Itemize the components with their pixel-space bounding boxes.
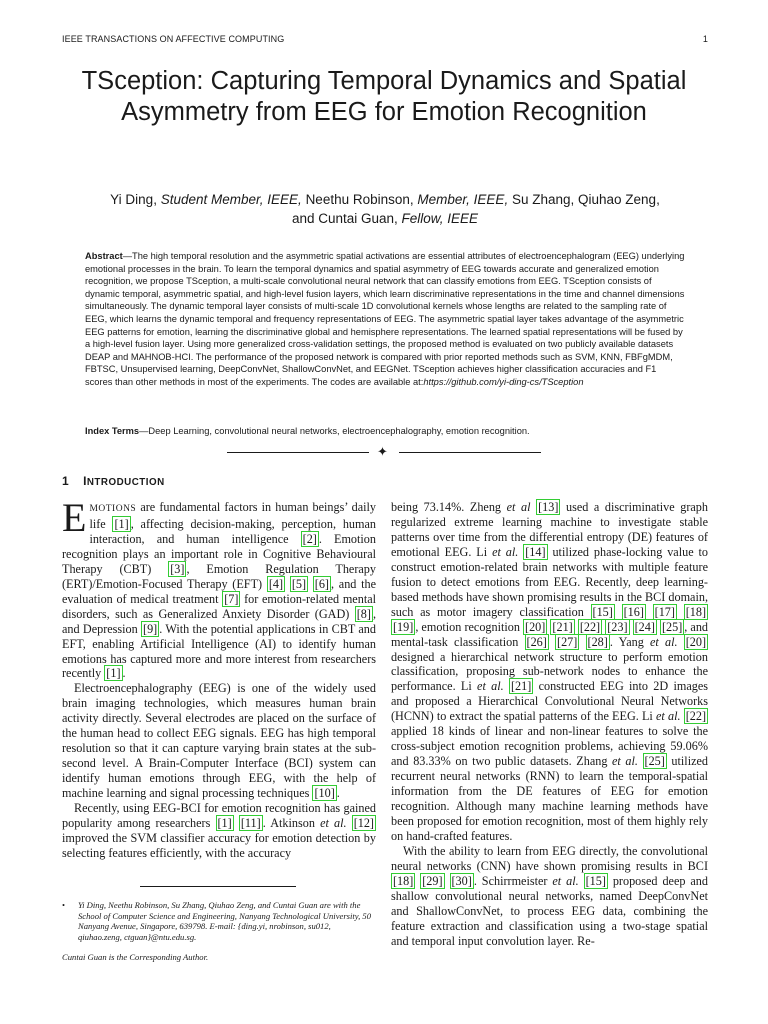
text-run: . With the potential applications in CBT and EFT, enabling Artificial Intelligence (AI) to identify human emotions has captured more and more interest from researchers recently <box>62 621 376 681</box>
citation-link[interactable]: [6] <box>314 576 329 591</box>
citation-link[interactable]: [22] <box>579 619 601 634</box>
text-run: Recently, using EEG-BCI for emotion recognition has gained popularity among researchers <box>62 801 376 831</box>
citation-link[interactable]: [21] <box>510 679 532 694</box>
page-number: 1 <box>702 34 708 44</box>
section-title-rest: NTRODUCTION <box>86 477 165 488</box>
citation-link[interactable]: [19] <box>393 619 414 634</box>
author-1: Yi Ding, <box>110 192 157 207</box>
text-run <box>646 605 653 619</box>
et-al: et al. <box>552 873 579 888</box>
et-al: et al. <box>656 709 681 724</box>
text-run: proposed deep and shallow convolutional neural networks, named DeepConvNet and ShallowConvNet, to process EEG data, combining the feature extraction and classification using a two-stage spatial and temporal input convolution layer. Re- <box>391 873 708 948</box>
text-run: Electroencephalography (EEG) is one of the widely used brain imaging technologies, which measures human brain activity directly. Several electrodes are placed on the surface of the human head to collect EEG signals. EEG has high temporal resolution so that it can capture varying brain states at the sub-second level. A Brain-Computer Interface (BCI) system can identify human emotions through EEG, with the help of machine learning and signal processing techniques <box>62 681 376 801</box>
citation-link[interactable]: [2] <box>302 531 317 546</box>
citation-link[interactable]: [18] <box>685 604 707 619</box>
text-run: . Emotion recognition plays an important role in Cognitive Behavioural Therapy (CBT) <box>62 531 376 576</box>
separator-line-right <box>399 452 541 453</box>
citation-link[interactable]: [15] <box>585 873 606 888</box>
author-2-role: Member, IEEE, <box>417 192 509 207</box>
text-run <box>445 874 450 888</box>
citation-link[interactable]: [28] <box>587 634 608 649</box>
citation-link[interactable]: [20] <box>525 619 546 634</box>
paragraph <box>391 500 708 844</box>
text-run <box>579 874 584 888</box>
text-run: , Emotion Regulation Therapy (ERT)/Emotion-Focused Therapy (EFT) <box>62 561 376 591</box>
citation-link[interactable]: [7] <box>224 591 239 606</box>
section-heading <box>62 474 165 488</box>
text-run: , affecting decision-making, perception, human interaction, and human intelligence <box>89 516 376 546</box>
text-run: . <box>336 786 340 801</box>
author-4-role: Fellow, IEEE <box>401 211 479 226</box>
drop-cap: E <box>62 495 87 540</box>
citation-link[interactable]: [11] <box>240 816 261 831</box>
citation-link[interactable]: [25] <box>661 619 683 634</box>
citation-link[interactable]: [17] <box>654 604 675 619</box>
abstract <box>85 250 685 389</box>
et-al: et al. <box>492 544 519 559</box>
citation-link[interactable]: [29] <box>422 873 443 888</box>
paragraph <box>62 801 376 861</box>
text-run <box>678 635 684 649</box>
paper-title: TSception: Capturing Temporal Dynamics and Spatial Asymmetry from EEG for Emotion Recognition <box>81 67 687 126</box>
right-column <box>391 500 708 949</box>
code-url-link[interactable]: https://github.com/yi-ding-cs/TSception <box>423 376 584 387</box>
separator-diamond-icon: ✦ <box>377 445 388 460</box>
citation-link[interactable]: [30] <box>451 873 472 888</box>
text-run: . Atkinson <box>262 816 321 831</box>
citation-link[interactable]: [14] <box>525 544 546 559</box>
citation-link[interactable]: [5] <box>291 576 307 591</box>
smallcaps-word: MOTIONS <box>89 504 137 514</box>
paragraph <box>62 681 376 801</box>
text-run: . Yang <box>609 634 650 649</box>
citation-link[interactable]: [23] <box>607 619 628 634</box>
citation-link[interactable]: [4] <box>268 576 284 591</box>
journal-name: IEEE TRANSACTIONS ON AFFECTIVE COMPUTING <box>62 34 285 44</box>
section-separator <box>227 446 541 458</box>
section-title-cap: I <box>83 474 87 488</box>
text-run: utilized phase-locking value to construct emotion-related brain networks with multiple feature fusion to detect emotions from EEG. Recently, deep learning-based methods have shown promising results in the BCI domain, such as motor imagery classification <box>391 544 709 619</box>
footnote-text: Yi Ding, Neethu Robinson, Su Zhang, Qiuhao Zeng, and Cuntai Guan are with the School of Computer Science and Engineering, Nanyang Technological University, 50 Nanyang Avenue, Singapore, 639798. E-mail: {ding.yi, nrobinson, su012, qiuhao.zeng, ctguan}@ntu.edu.sg. <box>78 900 372 943</box>
text-run: . Schirrmeister <box>473 873 553 888</box>
citation-link[interactable]: [16] <box>623 604 644 619</box>
abstract-label: Abstract <box>85 251 123 261</box>
author-2: Neethu Robinson, <box>305 192 414 207</box>
citation-link[interactable]: [10] <box>314 786 335 801</box>
author-list <box>62 190 708 228</box>
et-al: et al. <box>477 679 504 694</box>
citation-link[interactable]: [26] <box>526 634 547 649</box>
citation-link[interactable]: [25] <box>644 754 665 769</box>
index-terms-text: —Deep Learning, convolutional neural networks, electroencephalography, emotion recognition. <box>139 426 530 436</box>
text-run <box>347 816 352 830</box>
separator-line-left <box>227 452 369 453</box>
section-number: 1 <box>62 474 70 488</box>
text-run: , emotion recognition <box>415 619 524 634</box>
et-al: et al. <box>650 634 678 649</box>
footnote-rule <box>140 886 296 887</box>
text-run: for emotion-related mental disorders, such as Generalized Anxiety Disorder (GAD) <box>62 591 376 621</box>
text-run <box>677 605 684 619</box>
text-run: , and mental-task classification <box>391 619 709 649</box>
citation-link[interactable]: [24] <box>634 619 655 634</box>
citation-link[interactable]: [9] <box>143 621 158 636</box>
citation-link[interactable]: [1] <box>217 816 232 831</box>
text-run <box>615 605 622 619</box>
et-al: et al. <box>320 816 347 831</box>
corresponding-author-note: Cuntai Guan is the Corresponding Author. <box>62 952 209 962</box>
citation-link[interactable]: [8] <box>356 606 371 621</box>
abstract-text: —The high temporal resolution and the asymmetric spatial activations are essential attributes of electroencephalogram (EEG) underlying emotional processes in the brain. To learn the temporal dynamics and spatial asymmetry of EEG towards accurate and generalized emotion recognition, we propose TSception, a multi-scale convolutional neural network that can classify emotions from EEG. TSception consists of dynamic temporal, asymmetric spatial, and high-level fusion layers, which learn discriminative representations in the time and channel dimensions simultaneously. The dynamic temporal layer consists of multi-scale 1D convolutional kernels whose lengths are related to the sampling rate of EEG, which learns the dynamic temporal and frequency representations of EEG. The asymmetric spatial layer takes advantage of the asymmetric EEG patterns for emotion, learning the discriminative global and hemisphere representations. The learned spatial representations will be fused by a high-level fusion layer. Using more generalized cross-validation settings, the proposed method is evaluated on two publicly available datasets DEAP and MAHNOB-HCI. The performance of the proposed network is compared with prior reported methods such as SVM, KNN, FBFgMDM, FBTSC, Unsupervised learning, DeepConvNet, ShallowConvNet, and EEGNet. TSception achieves higher classification accuracies and F1 scores than other methods in most of the experiments. The codes are available at: <box>85 251 685 387</box>
paragraph <box>62 495 377 681</box>
citation-link[interactable]: [1] <box>114 516 129 531</box>
text-run: applied 18 kinds of linear and non-linear features to solve the cross-subject emotion recognition problems, achieving 59.06% and 83.33% on two public datasets. Zhang <box>391 724 708 769</box>
text-run: improved the SVM classifier accuracy for emotion detection by selecting features efficiently, with the accuracy <box>62 830 376 860</box>
text-run: being 73.14%. Zheng <box>391 500 507 514</box>
author-1-role: Student Member, IEEE, <box>160 192 302 207</box>
paragraph <box>391 844 708 949</box>
citation-link[interactable]: [18] <box>393 873 414 888</box>
citation-link[interactable]: [13] <box>538 500 559 514</box>
index-terms-label: Index Terms <box>85 426 140 436</box>
et-al: et al <box>506 500 531 514</box>
text-run: designed a hierarchical network structure to perform emotion classification, proposing sub-network nodes to enhance the performance. Li <box>391 649 708 694</box>
citation-link[interactable]: [20] <box>685 634 707 649</box>
bullet-icon: • <box>62 900 66 910</box>
citation-link[interactable]: [1] <box>106 666 121 681</box>
left-column <box>62 495 377 861</box>
text-run <box>638 754 643 768</box>
text-run: constructed EEG into 2D images and proposed a Hierarchical Convolutional Neural Networks (HCNN) to extract the spatial patterns of the EEG. Li <box>391 679 709 724</box>
citation-link[interactable]: [3] <box>170 561 185 576</box>
citation-link[interactable]: [15] <box>592 604 613 619</box>
text-run <box>579 635 585 649</box>
author-4: and Cuntai Guan, <box>291 211 398 226</box>
citation-link[interactable]: [27] <box>557 634 578 649</box>
affiliation-footnote <box>62 900 376 943</box>
text-run: used a discriminative graph regularized extreme learning machine to investigate stable patterns over time from the differential entropy (DE) features of emotional EEG. Li <box>391 500 708 559</box>
citation-link[interactable]: [21] <box>552 619 573 634</box>
text-run: , and Depression <box>62 606 376 636</box>
et-al: et al. <box>612 754 638 769</box>
text-run: . <box>122 666 126 681</box>
text-run: , and the evaluation of medical treatment <box>62 576 377 606</box>
text-run: are fundamental factors in human beings’ daily life <box>89 500 376 531</box>
citation-link[interactable]: [12] <box>353 816 374 831</box>
text-run: utilized recurrent neural networks (RNN) to learn the temporal-spatial information from the DE features of EEG for emotion recognition. Although many machine learning methods have been proposed for emotion recognition, most of them highly rely on hand-crafted features. <box>391 754 708 843</box>
author-3: Su Zhang, Qiuhao Zeng, <box>511 192 660 207</box>
citation-link[interactable]: [22] <box>685 709 707 724</box>
index-terms <box>85 425 685 438</box>
text-run: With the ability to learn from EEG directly, the convolutional neural networks (CNN) have shown promising results in BCI <box>391 843 708 873</box>
